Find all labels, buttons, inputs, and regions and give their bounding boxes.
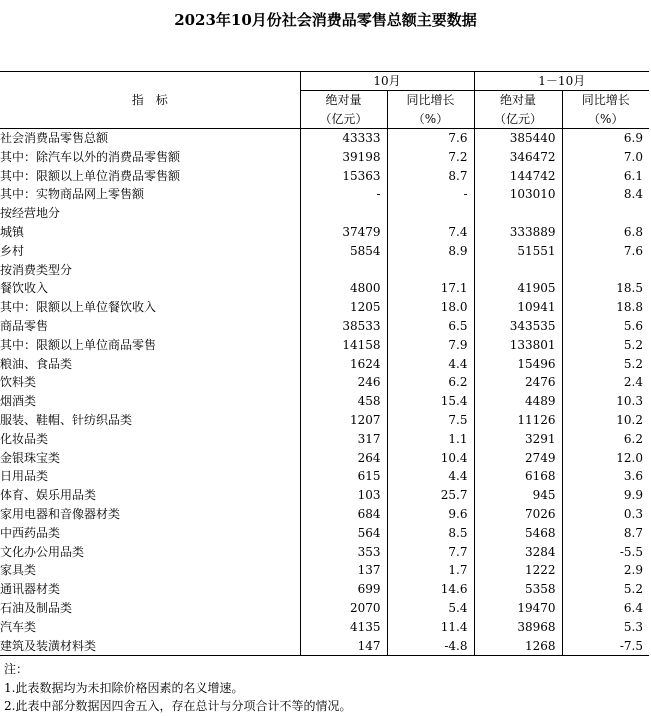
ytd-abs-header-line2: （亿元） [474,110,562,129]
cell-oct-abs [300,204,387,223]
row-label: 粮油、食品类 [0,356,73,371]
cell-oct-yoy: -4.8 [387,637,474,656]
cell-oct-yoy: 4.4 [387,467,474,486]
ytd-yoy-header-line2: （%） [562,110,649,129]
row-label: 通讯器材类 [0,582,61,597]
cell-oct-abs: 4135 [300,618,387,637]
row-label: 其中：限额以上单位消费品零售额 [0,168,181,183]
cell-oct-yoy: 7.9 [387,336,474,355]
cell-oct-abs: 38533 [300,317,387,336]
cell-oct-abs: 1205 [300,298,387,317]
row-label: 城镇 [0,224,25,239]
row-label: 餐饮收入 [0,281,49,296]
cell-oct-yoy [387,204,474,223]
cell-oct-yoy [387,261,474,280]
cell-ytd-abs: 1268 [474,637,562,656]
cell-oct-abs: 246 [300,373,387,392]
cell-oct-abs: 103 [300,486,387,505]
row-label: 其中：限额以上单位商品零售 [0,337,157,352]
cell-oct-yoy: 8.9 [387,242,474,261]
cell-oct-yoy: - [387,185,474,204]
cell-ytd-abs [474,204,562,223]
oct-abs-header-line2: （亿元） [300,110,387,129]
cell-ytd-yoy: 5.6 [562,317,649,336]
cell-oct-yoy: 5.4 [387,599,474,618]
cell-ytd-abs: 2476 [474,373,562,392]
cell-oct-yoy: 1.7 [387,561,474,580]
row-label: 日用品类 [0,469,49,484]
row-label: 饮料类 [0,375,37,390]
cell-oct-yoy: 9.6 [387,505,474,524]
cell-ytd-abs: 103010 [474,185,562,204]
cell-ytd-abs: 133801 [474,336,562,355]
notes [4,660,644,716]
cell-oct-yoy: 7.5 [387,411,474,430]
cell-oct-abs: 353 [300,543,387,562]
cell-oct-yoy: 10.4 [387,449,474,468]
cell-ytd-yoy: 6.4 [562,599,649,618]
cell-ytd-yoy: 12.0 [562,449,649,468]
row-label: 其中：限额以上单位餐饮收入 [0,300,157,315]
table-row [0,355,649,374]
table-row [0,298,649,317]
data-table [0,71,649,656]
table-row [0,430,649,449]
cell-ytd-yoy: 2.4 [562,373,649,392]
cell-ytd-abs: 2749 [474,449,562,468]
cell-ytd-abs: 41905 [474,279,562,298]
cell-ytd-yoy: 7.0 [562,148,649,167]
cell-ytd-abs: 5468 [474,524,562,543]
cell-oct-abs: 14158 [300,336,387,355]
row-label: 其中：实物商品网上零售额 [0,187,145,202]
cell-ytd-abs: 1222 [474,561,562,580]
cell-oct-abs: 264 [300,449,387,468]
cell-ytd-abs: 3291 [474,430,562,449]
cell-ytd-yoy: -5.5 [562,543,649,562]
cell-ytd-abs: 4489 [474,392,562,411]
table-row [0,449,649,468]
cell-ytd-yoy: 6.8 [562,223,649,242]
row-label: 按经营地分 [0,206,61,221]
cell-ytd-abs: 346472 [474,148,562,167]
table-row [0,336,649,355]
period-header-oct: 10月 [300,72,474,91]
table-row [0,411,649,430]
cell-oct-abs: 1207 [300,411,387,430]
cell-oct-yoy: 11.4 [387,618,474,637]
cell-oct-yoy: 6.2 [387,373,474,392]
row-label: 服装、鞋帽、针纺织品类 [0,412,133,427]
cell-ytd-yoy: 5.2 [562,580,649,599]
cell-ytd-yoy: 0.3 [562,505,649,524]
cell-oct-abs: 684 [300,505,387,524]
cell-ytd-abs: 144742 [474,167,562,186]
cell-ytd-abs: 19470 [474,599,562,618]
cell-oct-abs: 15363 [300,167,387,186]
row-label: 烟酒类 [0,394,37,409]
cell-ytd-yoy: 6.2 [562,430,649,449]
table-row [0,185,649,204]
cell-oct-yoy: 8.5 [387,524,474,543]
cell-ytd-yoy: 18.8 [562,298,649,317]
cell-ytd-yoy: 18.5 [562,279,649,298]
cell-ytd-abs: 38968 [474,618,562,637]
row-label: 文化办公用品类 [0,544,85,559]
cell-oct-abs: 317 [300,430,387,449]
cell-oct-yoy: 8.7 [387,167,474,186]
cell-ytd-abs: 51551 [474,242,562,261]
cell-ytd-yoy: 6.9 [562,129,649,148]
table-row [0,505,649,524]
cell-ytd-yoy: 10.2 [562,411,649,430]
cell-ytd-abs: 11126 [474,411,562,430]
cell-oct-yoy: 7.6 [387,129,474,148]
table-row [0,524,649,543]
cell-oct-abs: 5854 [300,242,387,261]
cell-ytd-abs: 333889 [474,223,562,242]
cell-ytd-abs: 6168 [474,467,562,486]
cell-ytd-abs: 945 [474,486,562,505]
ytd-yoy-header-line1: 同比增长 [562,91,649,111]
cell-oct-yoy: 7.2 [387,148,474,167]
table-body [0,129,649,656]
cell-ytd-yoy: 5.3 [562,618,649,637]
cell-oct-abs: 564 [300,524,387,543]
cell-oct-abs [300,261,387,280]
cell-ytd-yoy: 10.3 [562,392,649,411]
cell-ytd-abs: 343535 [474,317,562,336]
table-row [0,543,649,562]
table-row [0,279,649,298]
cell-oct-abs: 2070 [300,599,387,618]
row-label: 化妆品类 [0,431,49,446]
note-item-1: 1.此表数据均为未扣除价格因素的名义增速。 [4,680,244,695]
table-row [0,167,649,186]
cell-ytd-yoy: 2.9 [562,561,649,580]
notes-heading: 注： [4,662,29,676]
cell-ytd-yoy: 3.6 [562,467,649,486]
cell-ytd-abs: 15496 [474,355,562,374]
cell-ytd-yoy: -7.5 [562,637,649,656]
row-label: 家具类 [0,563,37,578]
row-label: 石油及制品类 [0,600,73,615]
cell-ytd-yoy: 5.2 [562,355,649,374]
table-row [0,129,649,148]
cell-ytd-abs: 7026 [474,505,562,524]
row-label: 建筑及装潢材料类 [0,638,97,653]
cell-oct-abs: 699 [300,580,387,599]
cell-oct-yoy: 17.1 [387,279,474,298]
table-row [0,467,649,486]
cell-oct-abs: 458 [300,392,387,411]
cell-oct-abs: 615 [300,467,387,486]
table-row [0,486,649,505]
cell-oct-abs: 137 [300,561,387,580]
cell-ytd-yoy [562,261,649,280]
row-label: 金银珠宝类 [0,450,61,465]
cell-oct-yoy: 14.6 [387,580,474,599]
cell-oct-yoy: 1.1 [387,430,474,449]
cell-oct-abs: 1624 [300,355,387,374]
row-label: 商品零售 [0,318,49,333]
table-row [0,261,649,280]
cell-oct-abs: 147 [300,637,387,656]
cell-oct-abs: 39198 [300,148,387,167]
cell-ytd-abs: 385440 [474,129,562,148]
cell-ytd-abs: 5358 [474,580,562,599]
table-row [0,392,649,411]
table-row [0,580,649,599]
table-row [0,561,649,580]
row-label: 按消费类型分 [0,262,73,277]
cell-oct-yoy: 18.0 [387,298,474,317]
cell-oct-abs: 37479 [300,223,387,242]
cell-oct-yoy: 4.4 [387,355,474,374]
table-row [0,637,649,656]
row-label: 其中：除汽车以外的消费品零售额 [0,149,181,164]
table-row [0,223,649,242]
indicator-header: 指 标 [0,72,300,129]
cell-oct-yoy: 6.5 [387,317,474,336]
table-row [0,599,649,618]
cell-oct-abs: - [300,185,387,204]
row-label: 家用电器和音像器材类 [0,506,121,521]
table-row [0,618,649,637]
cell-ytd-yoy: 8.4 [562,185,649,204]
cell-ytd-yoy: 8.7 [562,524,649,543]
row-label: 中西药品类 [0,525,61,540]
cell-ytd-yoy: 5.2 [562,336,649,355]
cell-oct-yoy: 7.4 [387,223,474,242]
row-label: 乡村 [0,243,25,258]
cell-oct-abs: 43333 [300,129,387,148]
cell-oct-abs: 4800 [300,279,387,298]
table-row [0,317,649,336]
oct-yoy-header-line1: 同比增长 [387,91,474,111]
row-label: 社会消费品零售总额 [0,131,109,145]
row-label: 汽车类 [0,619,37,634]
table-row [0,148,649,167]
cell-oct-yoy: 7.7 [387,543,474,562]
cell-oct-yoy: 15.4 [387,392,474,411]
cell-ytd-yoy: 7.6 [562,242,649,261]
oct-yoy-header-line2: （%） [387,110,474,129]
oct-abs-header-line1: 绝对量 [300,91,387,111]
cell-ytd-yoy [562,204,649,223]
page-title: 2023年10月份社会消费品零售总额主要数据 [174,11,477,29]
ytd-abs-header-line1: 绝对量 [474,91,562,111]
cell-ytd-yoy: 6.1 [562,167,649,186]
table-row [0,242,649,261]
cell-ytd-yoy: 9.9 [562,486,649,505]
cell-oct-yoy: 25.7 [387,486,474,505]
note-item-2: 2.此表中部分数据因四舍五入，存在总计与分项合计不等的情况。 [4,699,352,713]
cell-ytd-abs [474,261,562,280]
row-label: 体育、娱乐用品类 [0,488,97,503]
cell-ytd-abs: 10941 [474,298,562,317]
table-row [0,204,649,223]
table-row [0,373,649,392]
cell-ytd-abs: 3284 [474,543,562,562]
period-header-ytd: 1－10月 [474,72,649,91]
